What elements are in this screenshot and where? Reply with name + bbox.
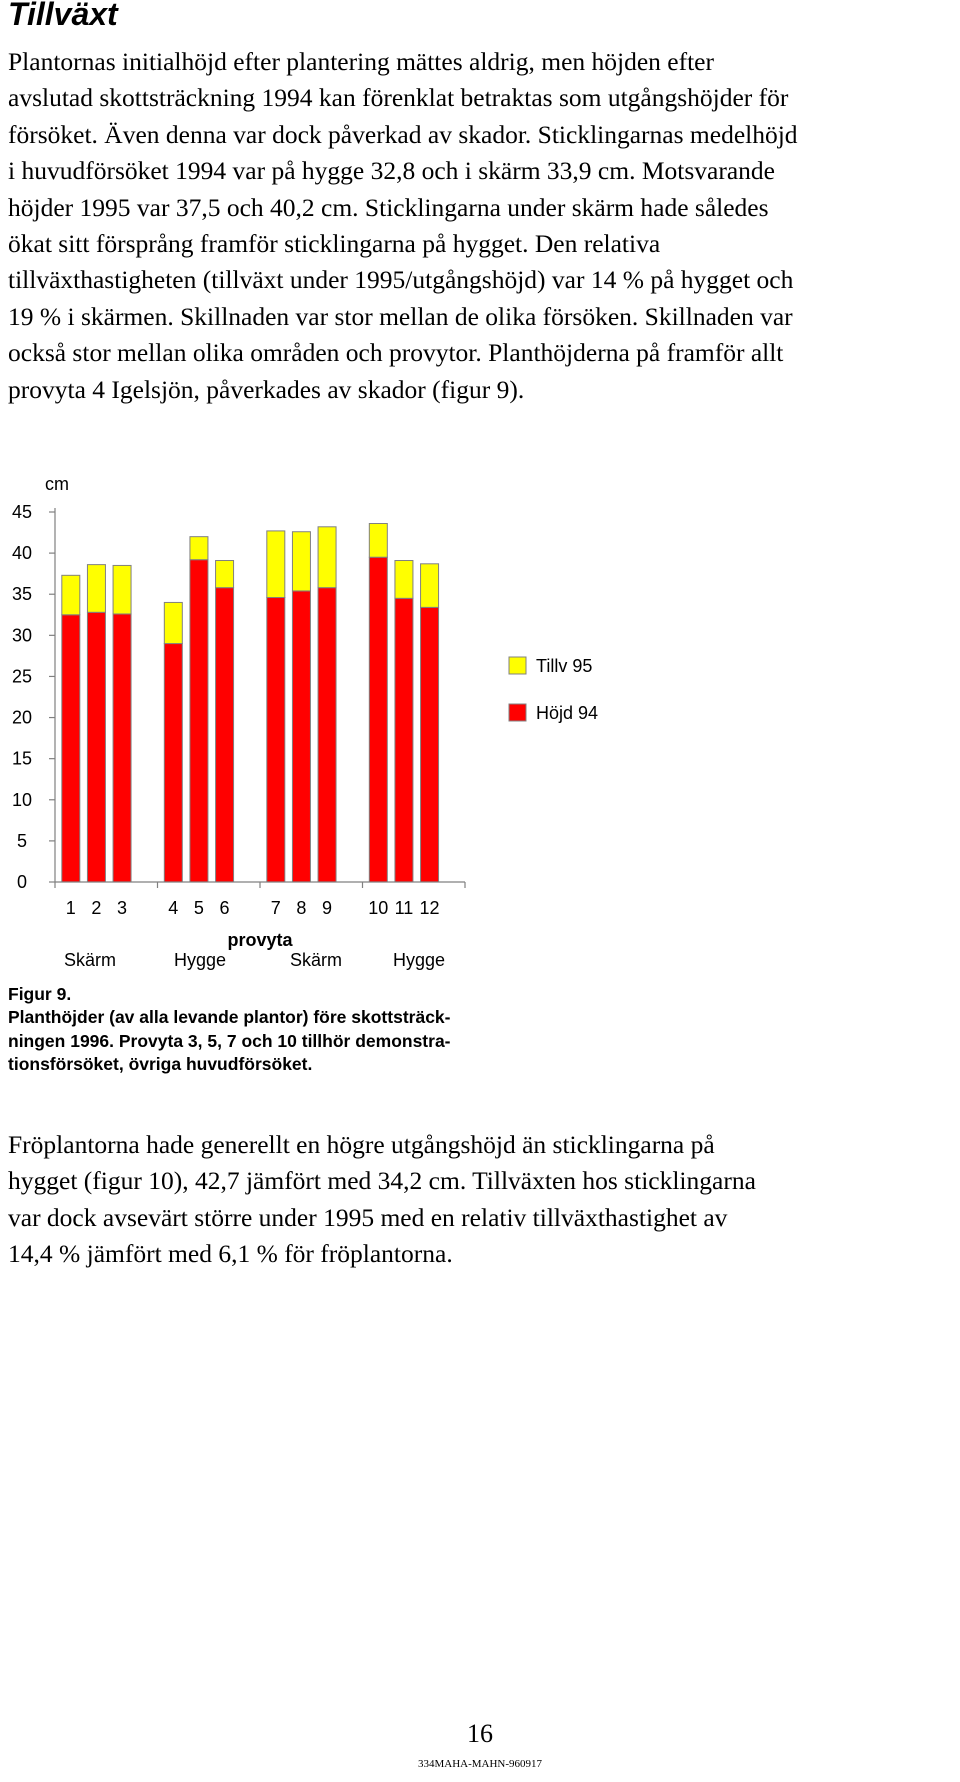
bar-segment-tillv-95 xyxy=(216,561,234,588)
bar-segment-tillv-95 xyxy=(62,575,80,614)
paragraph-line: Fröplantorna hade generellt en högre utgångshöjd än sticklingarna på xyxy=(8,1130,715,1159)
bar-segment-hojd-94 xyxy=(113,614,131,882)
figure-caption xyxy=(8,983,451,1076)
bar-segment-hojd-94 xyxy=(369,557,387,882)
x-tick-label: 11 xyxy=(394,898,414,918)
bar-segment-tillv-95 xyxy=(395,561,413,599)
caption-line: Figur 9. xyxy=(8,984,72,1004)
bar-segment-tillv-95 xyxy=(318,527,336,588)
bar-segment-hojd-94 xyxy=(318,588,336,882)
y-unit-label: cm xyxy=(45,474,69,494)
bar-segment-tillv-95 xyxy=(421,564,439,608)
bar-segment-hojd-94 xyxy=(421,607,439,882)
bar-segment-tillv-95 xyxy=(87,565,105,613)
bar-segment-tillv-95 xyxy=(369,524,387,558)
x-tick-label: 8 xyxy=(296,898,307,918)
bar-segment-tillv-95 xyxy=(190,537,208,560)
paragraph-line: hygget (figur 10), 42,7 jämfört med 34,2 cm. Tillväxten hos sticklingarna xyxy=(8,1166,756,1196)
bar-segment-tillv-95 xyxy=(113,565,131,614)
bar-segment-hojd-94 xyxy=(216,588,234,882)
section-heading: Tillväxt xyxy=(8,0,118,32)
x-axis-title: provyta xyxy=(227,930,293,950)
y-tick-label: 35 xyxy=(11,584,33,605)
caption-line: ningen 1996. Provyta 3, 5, 7 och 10 tillhör demonstra- xyxy=(8,1030,451,1051)
bar-segment-tillv-95 xyxy=(267,531,285,598)
paragraph-line: 14,4 % jämfört med 6,1 % för fröplantorna. xyxy=(8,1239,453,1269)
closing-paragraph xyxy=(8,1127,756,1273)
paragraph-line: avslutad skottsträckning 1994 kan förenklat betraktas som utgångshöjder för xyxy=(8,83,789,113)
paragraph-line: i huvudförsöket 1994 var på hygge 32,8 och i skärm 33,9 cm. Motsvarande xyxy=(8,156,775,186)
bar-segment-hojd-94 xyxy=(62,615,80,882)
document-id: 334MAHA-MAHN-960917 xyxy=(417,1758,543,1770)
paragraph-line: ökat sitt försprång framför sticklingarna på hygget. Den relativa xyxy=(8,228,661,258)
x-group-label: Hygge xyxy=(173,950,227,970)
x-group-label: Skärm xyxy=(289,950,343,970)
paragraph-line: Plantornas initialhöjd efter plantering mättes aldrig, men höjden efter xyxy=(8,47,714,76)
legend-label: Tillv 95 xyxy=(536,656,593,676)
paragraph-line: tillväxthastigheten (tillväxt under 1995/utgångshöjd) var 14 % på hygget och xyxy=(8,265,794,295)
bar-segment-tillv-95 xyxy=(164,602,182,643)
bar-segment-hojd-94 xyxy=(267,598,285,882)
paragraph-line: också stor mellan olika områden och provytor. Planthöjderna på framför allt xyxy=(8,338,784,368)
y-tick-label: 0 xyxy=(16,872,28,892)
paragraph-line: försöket. Även denna var dock påverkad av skador. Sticklingarnas medelhöjd xyxy=(8,119,798,149)
x-tick-label: 12 xyxy=(419,898,440,918)
figure-9-chart xyxy=(0,460,960,980)
bar-segment-tillv-95 xyxy=(292,532,310,591)
y-tick-label: 5 xyxy=(16,830,28,851)
x-tick-label: 4 xyxy=(168,898,179,918)
x-tick-label: 7 xyxy=(270,898,281,918)
x-tick-label: 9 xyxy=(322,898,333,918)
intro-paragraph xyxy=(8,44,798,408)
legend-swatch xyxy=(509,657,526,674)
bar-segment-hojd-94 xyxy=(87,612,105,882)
paragraph-line: 19 % i skärmen. Skillnaden var stor mellan de olika försöken. Skillnaden var xyxy=(8,301,793,331)
paragraph-line: höjder 1995 var 37,5 och 40,2 cm. Sticklingarna under skärm hade således xyxy=(8,192,769,222)
x-group-label: Skärm xyxy=(63,950,117,970)
legend-swatch xyxy=(509,704,526,721)
x-tick-label: 3 xyxy=(117,898,128,918)
x-tick-label: 1 xyxy=(65,898,76,918)
y-tick-label: 25 xyxy=(11,666,33,687)
legend-label: Höjd 94 xyxy=(536,703,599,723)
y-tick-label: 10 xyxy=(11,789,33,810)
y-tick-label: 30 xyxy=(11,625,33,646)
x-group-label: Hygge xyxy=(392,950,446,970)
caption-line: tionsförsöket, övriga huvudförsöket. xyxy=(8,1053,313,1074)
caption-line: Planthöjder (av alla levande plantor) före skottsträck- xyxy=(8,1007,451,1028)
x-tick-label: 10 xyxy=(368,898,389,918)
y-tick-label: 20 xyxy=(11,707,33,728)
y-tick-label: 15 xyxy=(11,748,33,769)
paragraph-line: var dock avsevärt större under 1995 med en relativ tillväxthastighet av xyxy=(8,1202,728,1232)
bar-segment-hojd-94 xyxy=(395,598,413,882)
bar-segment-hojd-94 xyxy=(190,560,208,882)
x-tick-label: 2 xyxy=(91,898,102,918)
paragraph-line: provyta 4 Igelsjön, påverkades av skador (figur 9). xyxy=(8,374,525,404)
page-number: 16 xyxy=(467,1719,493,1748)
x-tick-label: 5 xyxy=(193,898,204,918)
x-tick-label: 6 xyxy=(219,898,230,918)
y-tick-label: 40 xyxy=(11,543,33,564)
y-tick-label: 45 xyxy=(11,502,33,522)
bar-segment-hojd-94 xyxy=(164,644,182,882)
bar-segment-hojd-94 xyxy=(292,591,310,882)
